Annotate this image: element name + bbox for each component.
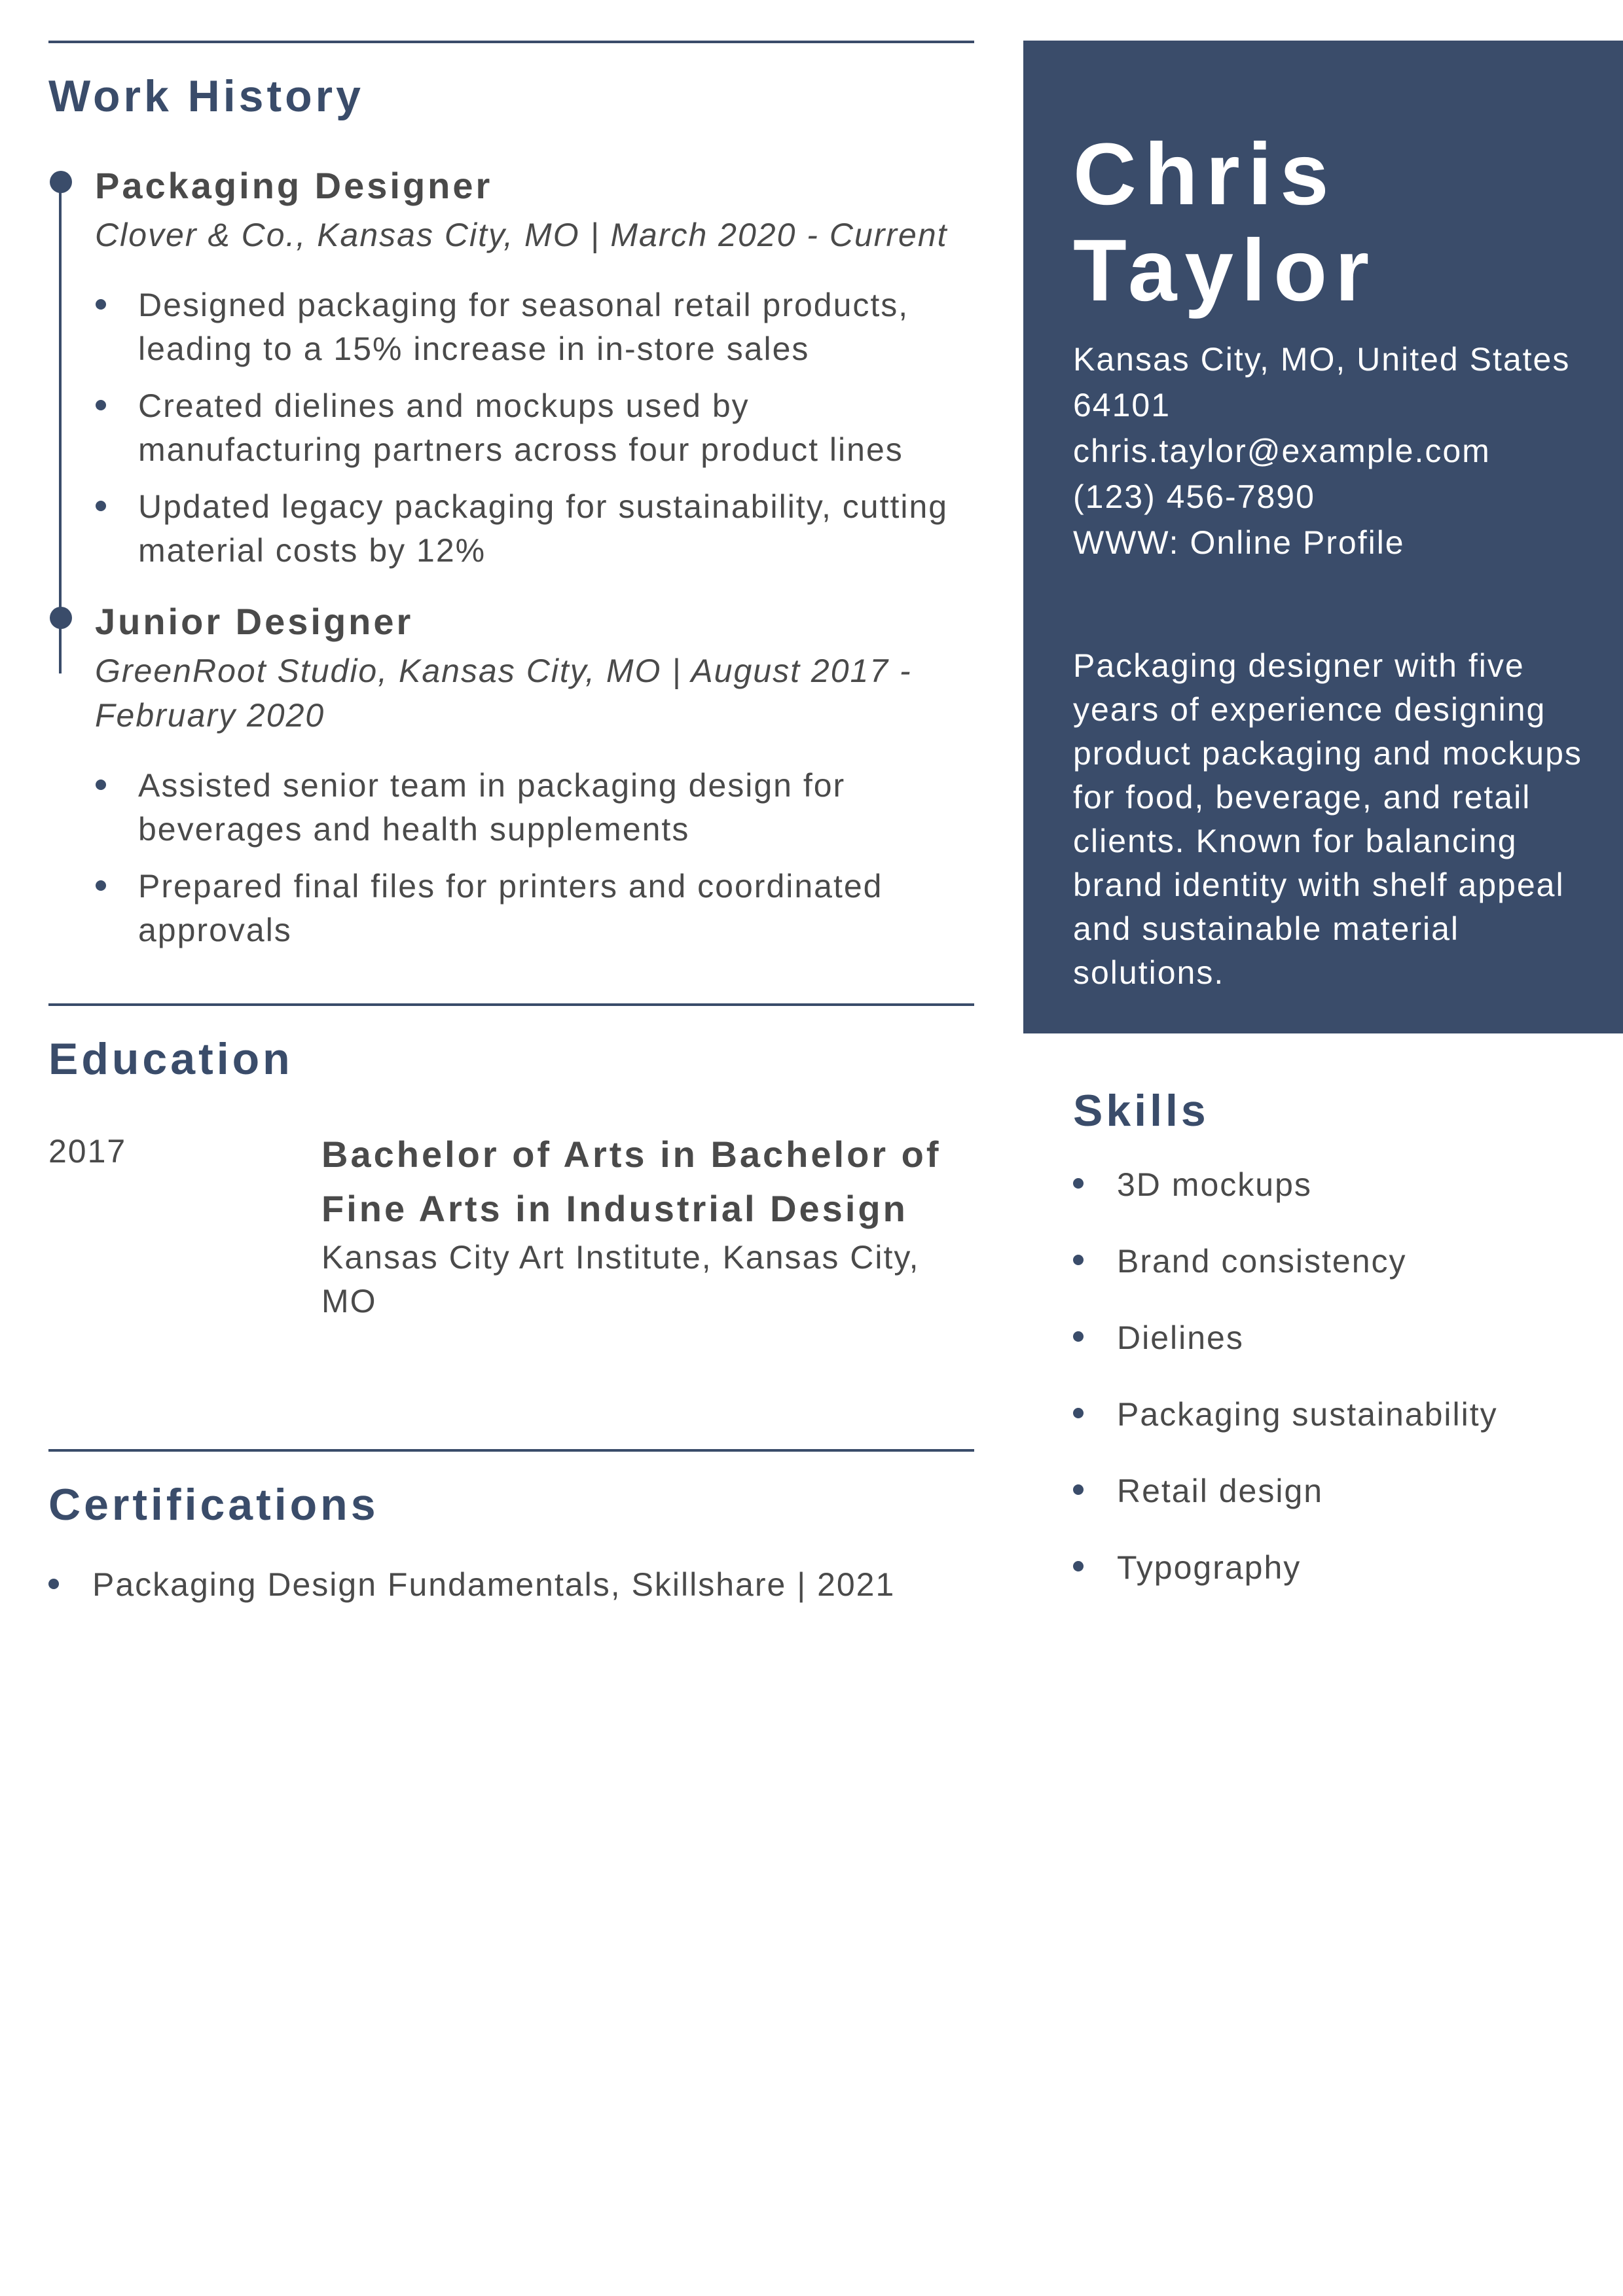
certification-list — [48, 1563, 974, 1607]
job-bullets — [95, 283, 974, 573]
job-title: Packaging Designer — [95, 164, 493, 206]
certifications-heading: Certifications — [48, 1479, 379, 1530]
education-school: Kansas City Art Institute, Kansas City, MO — [321, 1238, 920, 1319]
candidate-name — [1073, 126, 1610, 319]
email-link[interactable]: chris.taylor@example.com — [1073, 433, 1491, 469]
job-bullet: Assisted senior team in packaging design for beverages and health supplements — [95, 764, 974, 852]
job-bullet: Designed packaging for seasonal retail products, leading to a 15% increase in in-store sales — [95, 283, 974, 371]
main-column — [48, 41, 974, 1607]
timeline-dot-icon — [50, 607, 72, 629]
skill-item: Typography — [1073, 1546, 1610, 1590]
education-year: 2017 — [48, 1132, 127, 1170]
contact-info — [1073, 336, 1610, 565]
job-meta: GreenRoot Studio, Kansas City, MO | August 2017 - February 2020 — [95, 652, 912, 734]
skill-list — [1073, 1163, 1610, 1590]
job-bullets — [95, 764, 974, 952]
job-bullet: Updated legacy packaging for sustainability, cutting material costs by 12% — [95, 485, 974, 573]
job-bullet: Prepared final files for printers and coordinated approvals — [95, 865, 974, 952]
skill-item: 3D mockups — [1073, 1163, 1610, 1207]
section-divider — [48, 1003, 974, 1006]
education-heading: Education — [48, 1033, 293, 1084]
job-entry — [48, 163, 974, 573]
professional-summary: Packaging designer with five years of experience designing product packaging and mockups for food, beverage, and retail clients. Known for balancing brand identity with shelf appeal and sustainable material solutions. — [1073, 647, 1582, 991]
work-timeline — [48, 163, 974, 952]
job-bullet: Created dielines and mockups used by manufacturing partners across four product lines — [95, 384, 974, 472]
certification-item: Packaging Design Fundamentals, Skillshare | 2021 — [48, 1563, 974, 1607]
education-degree: Bachelor of Arts in Bachelor of Fine Arts in Industrial Design — [321, 1133, 941, 1229]
last-name: Taylor — [1073, 222, 1377, 319]
job-title: Junior Designer — [95, 600, 414, 642]
section-divider — [48, 1449, 974, 1452]
skills-section — [1073, 1086, 1610, 1623]
first-name: Chris — [1073, 126, 1337, 223]
education-details — [321, 1127, 976, 1323]
header-sidebar — [1023, 41, 1623, 1033]
job-meta: Clover & Co., Kansas City, MO | March 2020 - Current — [95, 216, 948, 253]
website-link[interactable]: WWW: Online Profile — [1073, 524, 1405, 561]
section-divider — [48, 41, 974, 43]
skill-item: Dielines — [1073, 1316, 1610, 1360]
skill-item: Retail design — [1073, 1469, 1610, 1513]
skills-heading: Skills — [1073, 1086, 1209, 1136]
address: Kansas City, MO, United States 64101 — [1073, 341, 1571, 423]
work-history-heading: Work History — [48, 71, 364, 121]
phone: (123) 456-7890 — [1073, 478, 1315, 515]
job-entry — [48, 599, 974, 952]
skill-item: Packaging sustainability — [1073, 1393, 1610, 1437]
skill-item: Brand consistency — [1073, 1240, 1610, 1283]
education-entry — [48, 1127, 974, 1415]
timeline-dot-icon — [50, 171, 72, 193]
